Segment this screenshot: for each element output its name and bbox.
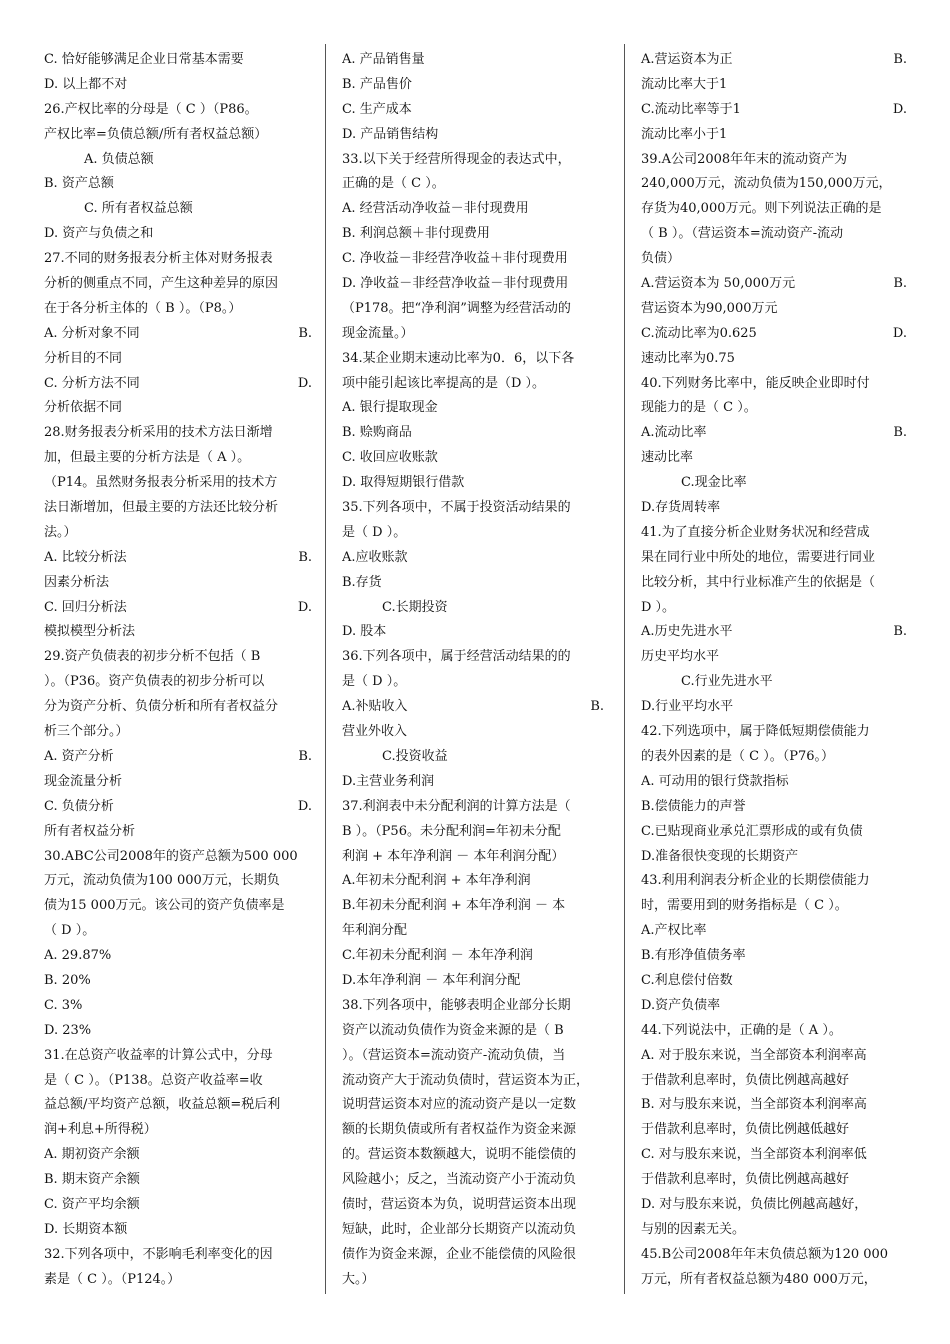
option-line: D. 23%	[44, 1022, 92, 1038]
text-line: 项中能引起该比率提高的是（D ）。	[342, 375, 546, 391]
option-line: 所有者权益分析	[44, 823, 136, 839]
option-line: D. 取得短期银行借款	[342, 475, 465, 491]
option-pair	[44, 372, 312, 397]
option-line: C. 回归分析法	[44, 599, 127, 615]
text-line: 时，需要用到的财务指标是（ C ）。	[641, 898, 848, 914]
question-39: 39.A公司2008年年末的流动资产为	[641, 151, 848, 167]
option-pair	[44, 546, 312, 571]
option-pair	[641, 48, 907, 73]
option-line: D.资产负债率	[641, 997, 721, 1013]
text-line: 债作为资金来源，企业不能偿债的风险很	[342, 1246, 577, 1262]
text-line: 在于各分析主体的（ B ）。（P8。）	[44, 300, 242, 316]
option-line: C. 对与股东来说，当全部资本利润率低	[641, 1147, 867, 1163]
option-line: C.现金比率	[681, 475, 747, 491]
option-label: B.	[893, 52, 907, 67]
option-pair	[641, 322, 907, 347]
text-line: 法日渐增加，但最主要的方法还比较分析	[44, 500, 279, 516]
option-pair	[44, 745, 312, 770]
question-37: 37.利润表中未分配利润的计算方法是（	[342, 798, 571, 814]
question-26: 26.产权比率的分母是（ C ）（P86。	[44, 101, 258, 117]
option-line: D. 资产与负债之和	[44, 226, 154, 242]
option-line: B.有形净值债务率	[641, 948, 746, 964]
option-line: D.存货周转率	[641, 500, 721, 516]
text-line: 额的长期负债或所有者权益作为资金来源	[342, 1122, 577, 1138]
question-43: 43.利用利润表分析企业的长期偿债能力	[641, 873, 870, 889]
option-label: D.	[297, 375, 312, 391]
option-line: A.产权比率	[641, 923, 707, 939]
option-line: 分析依据不同	[44, 400, 123, 416]
text-line: 与别的因素无关。	[641, 1221, 746, 1237]
text-column-right	[641, 48, 907, 1293]
option-line: A.流动比率	[641, 425, 707, 441]
option-pair	[342, 695, 604, 720]
option-line: D. 产品销售结构	[342, 126, 439, 142]
option-line: D.准备很快变现的长期资产	[641, 848, 799, 864]
text-line: 风险越小；反之，当流动资产小于流动负	[342, 1172, 577, 1188]
option-line: C.行业先进水平	[681, 674, 773, 690]
question-28: 28.财务报表分析采用的技术方法日渐增	[44, 425, 273, 441]
text-line: 的。营运资本数额越大，说明不能偿债的	[342, 1147, 577, 1163]
question-34: 34.某企业期末速动比率为0．6，以下各	[342, 350, 575, 366]
text-line: 是（ D ）。	[342, 524, 407, 540]
option-label: D.	[892, 101, 907, 117]
text-line: 存货为40,000万元。则下列说法正确的是	[641, 201, 882, 217]
text-line: 流动资产大于流动负债时，营运资本为正，	[342, 1072, 590, 1088]
option-line: B. 资产总额	[44, 176, 114, 192]
text-line: 加，但最主要的分析方法是（ A ）。	[44, 450, 251, 466]
option-label: B.	[893, 624, 907, 640]
option-line: C.年初未分配利润 － 本年净利润	[342, 948, 533, 964]
option-line: C. 分析方法不同	[44, 375, 140, 391]
option-line: B.年初未分配利润 + 本年净利润 － 本	[342, 898, 566, 914]
option-line: A. 比较分析法	[44, 549, 127, 565]
text-line: （ D ）。	[44, 923, 96, 939]
option-line: C. 3%	[44, 997, 83, 1013]
option-line: A. 资产分析	[44, 748, 114, 764]
option-line: A.年初未分配利润 + 本年净利润	[342, 873, 531, 889]
text-line: 现金流量。）	[342, 325, 414, 341]
option-line: 流动比率小于1	[641, 126, 728, 142]
option-line: D. 长期资本额	[44, 1221, 128, 1237]
text-line: 分析的侧重点不同，产生这种差异的原因	[44, 276, 279, 292]
option-pair	[641, 98, 907, 123]
option-line: D. 净收益－非经营净收益－非付现费用	[342, 276, 569, 292]
option-line: 分析目的不同	[44, 350, 123, 366]
option-line: A. 29.87%	[44, 948, 112, 964]
option-line: B. 赊购商品	[342, 425, 412, 441]
text-line: 于借款利息率时，负债比例越高越好	[641, 1072, 850, 1088]
option-line: D. 对与股东来说，负债比例越高越好，	[641, 1196, 868, 1212]
option-line: C.流动比率等于1	[641, 101, 741, 117]
option-line: 流动比率大于1	[641, 76, 728, 92]
option-label: B.	[893, 425, 907, 441]
option-line: C.长期投资	[382, 599, 448, 615]
question-31: 31.在总资产收益率的计算公式中，分母	[44, 1047, 273, 1063]
option-line: A. 产品销售量	[342, 52, 425, 67]
option-line: B. 期末资产余额	[44, 1172, 140, 1188]
option-line: C. 收回应收账款	[342, 450, 438, 466]
text-line: B ）。（P56。未分配利润=年初未分配	[342, 823, 561, 839]
option-line: A. 对于股东来说，当全部资本利润率高	[641, 1047, 867, 1063]
option-line: B. 利润总额＋非付现费用	[342, 226, 490, 242]
option-pair	[641, 620, 907, 645]
option-line: 营业外收入	[342, 724, 408, 740]
option-label: B.	[893, 276, 907, 292]
text-line: C. 恰好能够满足企业日常基本需要	[44, 52, 244, 67]
option-line: 历史平均水平	[641, 649, 720, 665]
option-line: A.应收账款	[342, 549, 408, 565]
text-line: 正确的是（ C ）。	[342, 176, 445, 192]
text-line: 的表外因素的是（ C ）。（P76。）	[641, 748, 835, 764]
question-30: 30.ABC公司2008年的资产总额为500 000	[44, 848, 298, 864]
text-line: 说明营运资本对应的流动资产是以一定数	[342, 1097, 577, 1113]
text-line: 资产以流动负债作为资金来源的是（ B	[342, 1022, 564, 1038]
option-line: A. 可动用的银行贷款指标	[641, 773, 789, 789]
option-line: C.利息偿付倍数	[641, 972, 733, 988]
question-33: 33.以下关于经营所得现金的表达式中，	[342, 151, 571, 167]
option-line: C.投资收益	[382, 748, 448, 764]
text-line: 分为资产分析、负债分析和所有者权益分	[44, 699, 279, 715]
text-line: 于借款利息率时，负债比例越低越好	[641, 1122, 850, 1138]
option-line: B.偿债能力的声誉	[641, 798, 746, 814]
text-line: 比较分析，其中行业标准产生的依据是（	[641, 574, 876, 590]
option-label: B.	[590, 699, 604, 715]
option-line: B. 对与股东来说，当全部资本利润率高	[641, 1097, 867, 1113]
text-line: 润+利息+所得税）	[44, 1122, 157, 1138]
text-line: 于借款利息率时，负债比例越高越好	[641, 1172, 850, 1188]
text-line: D. 以上都不对	[44, 76, 128, 92]
option-label: D.	[892, 325, 907, 341]
text-line: D ）。	[641, 599, 676, 615]
text-line: 产权比率=负债总额/所有者权益总额）	[44, 126, 268, 142]
option-line: A. 分析对象不同	[44, 325, 140, 341]
text-line: 短缺，此时，企业部分长期资产以流动负	[342, 1221, 577, 1237]
option-line: D. 股本	[342, 624, 387, 640]
option-line: 现金流量分析	[44, 773, 123, 789]
text-line: 年利润分配	[342, 923, 408, 939]
option-line: B.存货	[342, 574, 382, 590]
option-line: A. 负债总额	[84, 151, 154, 167]
text-line: 益总额/平均资产总额，收益总额=税后利	[44, 1097, 281, 1113]
option-label: B.	[298, 549, 312, 565]
question-40: 40.下列财务比率中，能反映企业即时付	[641, 375, 870, 391]
question-36: 36.下列各项中，属于经营活动结果的的	[342, 649, 571, 665]
text-line: 素是（ C ）。（P124。）	[44, 1271, 181, 1287]
option-line: A.营运资本为 50,000万元	[641, 276, 796, 292]
option-line: C. 生产成本	[342, 101, 412, 117]
option-label: D.	[297, 599, 312, 615]
option-line: C. 资产平均余额	[44, 1196, 140, 1212]
text-line: 万元，所有者权益总额为480 000万元，	[641, 1271, 877, 1287]
option-pair	[44, 596, 312, 621]
option-line: C. 所有者权益总额	[84, 201, 193, 217]
question-41: 41.为了直接分析企业财务状况和经营成	[641, 524, 870, 540]
text-line: 240,000万元，流动负债为150,000万元，	[641, 176, 892, 192]
text-line: 是（ C ）。（P138。总资产收益率=收	[44, 1072, 263, 1088]
question-27: 27.不同的财务报表分析主体对财务报表	[44, 251, 273, 267]
option-line: B. 产品售价	[342, 76, 412, 92]
text-line: 是（ D ）。	[342, 674, 407, 690]
option-line: D.行业平均水平	[641, 699, 734, 715]
option-label: B.	[298, 748, 312, 764]
text-line: （P178。把“净利润”调整为经营活动的	[342, 300, 571, 316]
text-column-left	[44, 48, 312, 1293]
option-line: 速动比率	[641, 450, 694, 466]
option-line: C. 负债分析	[44, 798, 114, 814]
question-32: 32.下列各项中，不影响毛利率变化的因	[44, 1246, 273, 1262]
text-column-middle	[342, 48, 604, 1293]
option-label: D.	[297, 798, 312, 814]
text-line: （P14。虽然财务报表分析采用的技术方	[44, 475, 278, 491]
text-line: 大。）	[342, 1271, 375, 1287]
option-line: A.补贴收入	[342, 699, 408, 715]
text-line: 负债）	[641, 251, 681, 267]
question-44: 44.下列说法中，正确的是（ A ）。	[641, 1022, 842, 1038]
option-line: A.历史先进水平	[641, 624, 733, 640]
option-line: A. 银行提取现金	[342, 400, 438, 416]
option-line: 速动比率为0.75	[641, 350, 735, 366]
option-line: D.主营业务利润	[342, 773, 435, 789]
option-line: C.流动比率为0.625	[641, 325, 757, 341]
option-line: 营运资本为90,000万元	[641, 300, 778, 316]
option-pair	[44, 322, 312, 347]
option-pair	[641, 421, 907, 446]
option-line: C. 净收益－非经营净收益＋非付现费用	[342, 251, 568, 267]
question-42: 42.下列选项中，属于降低短期偿债能力	[641, 724, 870, 740]
question-35: 35.下列各项中，不属于投资活动结果的	[342, 500, 571, 516]
option-line: 模拟模型分析法	[44, 624, 136, 640]
text-line: 果在同行业中所处的地位，需要进行同业	[641, 549, 876, 565]
option-line: A. 期初资产余额	[44, 1147, 140, 1163]
text-line: 利润 + 本年净利润 － 本年利润分配）	[342, 848, 565, 864]
question-29: 29.资产负债表的初步分析不包括（ B	[44, 649, 261, 665]
column-divider-2	[624, 44, 625, 1294]
option-pair	[641, 272, 907, 297]
question-38: 38.下列各项中，能够表明企业部分长期	[342, 997, 571, 1013]
text-line: （ B ）。（营运资本=流动资产-流动	[641, 226, 844, 242]
text-line: 法。）	[44, 524, 77, 540]
text-line: 万元，流动负债为100 000万元，长期负	[44, 873, 280, 889]
text-line: 债时，营运资本为负，说明营运资本出现	[342, 1196, 577, 1212]
question-45: 45.B公司2008年年末负债总额为120 000	[641, 1246, 889, 1262]
text-line: ）。（P36。资产负债表的初步分析可以	[44, 674, 265, 690]
option-line: B. 20%	[44, 972, 91, 988]
option-line: D.本年净利润 － 本年利润分配	[342, 972, 521, 988]
text-line: ）。（营运资本=流动资产-流动负债，当	[342, 1047, 566, 1063]
option-label: B.	[298, 325, 312, 341]
option-line: 因素分析法	[44, 574, 110, 590]
option-pair	[44, 795, 312, 820]
text-line: 现能力的是（ C ）。	[641, 400, 757, 416]
option-line: C.已贴现商业承兑汇票形成的或有负债	[641, 823, 863, 839]
column-divider-1	[325, 44, 326, 1294]
text-line: 债为15 000万元。该公司的资产负债率是	[44, 898, 285, 914]
option-line: A. 经营活动净收益－非付现费用	[342, 201, 529, 217]
text-line: 析三个部分。）	[44, 724, 129, 740]
option-line: A.营运资本为正	[641, 52, 733, 67]
